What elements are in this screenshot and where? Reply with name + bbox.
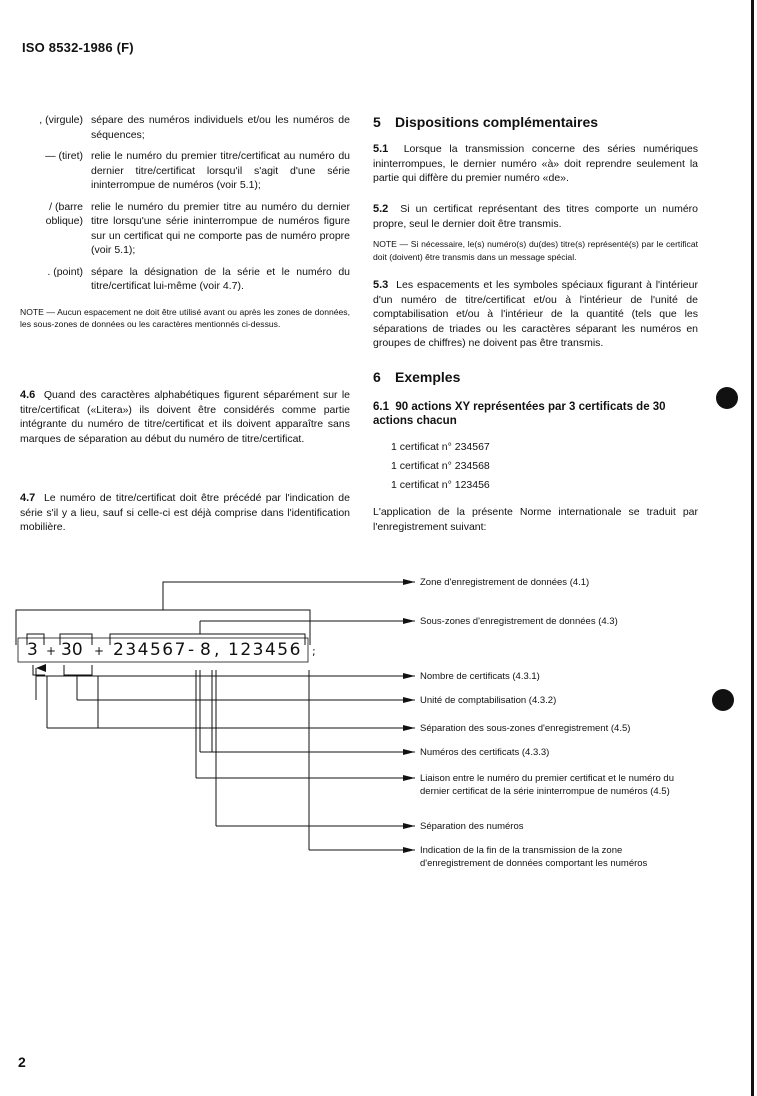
separator-definitions <box>20 113 350 331</box>
definition-row <box>20 265 350 294</box>
list-item: 1 certificat n° 234568 <box>391 460 490 472</box>
section-number: 6.1 <box>373 401 389 413</box>
list-item: 1 certificat n° 123456 <box>391 479 490 491</box>
section-5-heading <box>373 114 698 130</box>
diagram-label: Nombre de certificats (4.3.1) <box>420 671 540 682</box>
paragraph-text: Les espacements et les symboles spéciaux figurant à l'intérieur d'un numéro de titre/certificat et/ou à l'intérieur de l'unité de comptabilisation et/ou à l'intérieur de la quantité (tels que les séparations de triades ou les caractères séparant les numéros en groupes de chiffres) ne doivent pas être transmis. <box>373 279 698 349</box>
note-separators: NOTE — Aucun espacement ne doit être utilisé avant ou après les zones de données, les sous-zones de données ou les caractères mentionnés ci-dessus. <box>20 306 350 329</box>
definition-text: relie le numéro du premier titre/certificat au numéro du dernier titre/certificat lorsqu'il s'agit d'une série ininterrompue de numéros (voir 5.1); <box>91 150 350 191</box>
paragraph-4-7 <box>20 491 350 535</box>
binding-hole-mark <box>716 387 738 409</box>
record-char: 8 <box>200 640 211 660</box>
section-title: 90 actions XY représentées par 3 certificats de 30 actions chacun <box>373 401 666 427</box>
definition-term: — (tiret) <box>45 150 83 162</box>
paragraph-5-3 <box>373 278 698 351</box>
paragraph-number: 4.6 <box>20 389 36 401</box>
note-5-2: NOTE — Si nécessaire, le(s) numéro(s) du(des) titre(s) représenté(s) par le certificat doit (doivent) être transmis dans un message spécial. <box>373 239 698 262</box>
section-number: 6 <box>373 369 381 385</box>
diagram-label: Unité de comptabilisation (4.3.2) <box>420 695 557 706</box>
definition-row <box>20 200 350 258</box>
paragraph-number: 5.1 <box>373 143 389 155</box>
diagram-label: Liaison entre le numéro du premier certificat et le numéro du dernier certificat de la série ininterrompue de numéros (4.5) <box>420 773 674 797</box>
record-char: 30 <box>61 640 83 660</box>
definition-text: sépare des numéros individuels et/ou les numéros de séquences; <box>91 114 350 141</box>
record-char: + <box>46 644 57 658</box>
list-item: 1 certificat n° 234567 <box>391 441 490 453</box>
document-header: ISO 8532-1986 (F) <box>22 40 134 55</box>
paragraph-text: Lorsque la transmission concerne des séries numériques ininterrompues, le dernier numéro «à» doit reprendre seulement la partie qui diffère du premier numéro «de». <box>373 143 698 184</box>
paragraph-text: Quand des caractères alphabétiques figurent séparément sur le titre/certificat («Litera») ils doivent être considérés comme partie intégrante du numéro de titre/certificat et ils doivent apparaître sans marques de séparation au début du numéro de titre/certificat. <box>20 389 350 445</box>
definition-text: sépare la désignation de la série et le numéro du titre/certificat lui-même (voir 4.7). <box>91 265 350 292</box>
definition-text: relie le numéro du premier titre au numéro du dernier titre lorsqu'une série ininterrompue de numéros figure sur un certificat qui ne comporte pas de numéro propre (voir 5.1); <box>91 200 350 256</box>
paragraph-text: Le numéro de titre/certificat doit être précédé par l'indication de série s'il y a lieu, sauf si celle-ci est déjà comprise dans l'identification mobilière. <box>20 492 350 533</box>
diagram-label: Séparation des numéros <box>420 821 524 832</box>
definition-term: , (virgule) <box>39 114 83 126</box>
subzone-bracket-bottom <box>64 665 92 675</box>
section-title: Exemples <box>395 369 461 385</box>
page-number: 2 <box>18 1054 26 1070</box>
subzone-bracket-bottom <box>33 665 45 675</box>
paragraph-number: 4.7 <box>20 492 36 504</box>
diagram-label: Numéros des certificats (4.3.3) <box>420 747 550 758</box>
section-6-1-heading <box>373 400 673 428</box>
section-number: 5 <box>373 114 381 130</box>
record-char: 3 <box>27 640 38 660</box>
section-title: Dispositions complémentaires <box>395 114 599 130</box>
record-char: ; <box>312 645 316 658</box>
connector-zone <box>163 582 415 610</box>
record-char: 234567 <box>113 640 187 660</box>
record-diagram <box>0 560 757 880</box>
paragraph-4-6 <box>20 388 350 446</box>
application-paragraph: L'application de la présente Norme internationale se traduit par l'enregistrement suivant: <box>373 506 698 533</box>
record-char: + <box>94 644 105 658</box>
paragraph-5-1 <box>373 142 698 186</box>
paragraph-5-2 <box>373 202 698 231</box>
paragraph-text: Si un certificat représentant des titres comporte un numéro propre, seul le dernier doit être transmis. <box>373 203 698 230</box>
paragraph-number: 5.3 <box>373 279 389 291</box>
diagram-label: Indication de la fin de la transmission de la zone d'enregistrement de données comportant les numéros <box>420 845 648 869</box>
record-char: , <box>214 640 220 660</box>
paragraph-number: 5.2 <box>373 203 389 215</box>
diagram-label: Séparation des sous-zones d'enregistrement (4.5) <box>420 723 631 734</box>
section-6-heading <box>373 369 698 385</box>
definition-term: . (point) <box>47 265 83 278</box>
definition-term: / (barre oblique) <box>45 200 83 227</box>
diagram-label: Sous-zones d'enregistrement de données (4.3) <box>420 616 618 627</box>
record-char: 123456 <box>228 640 302 660</box>
record-char: - <box>188 640 195 660</box>
certificate-list <box>373 438 698 495</box>
definition-row <box>20 149 350 193</box>
page-edge-bar <box>751 0 754 1096</box>
definition-row <box>20 113 350 142</box>
diagram-label: Zone d'enregistrement de données (4.1) <box>420 577 590 588</box>
